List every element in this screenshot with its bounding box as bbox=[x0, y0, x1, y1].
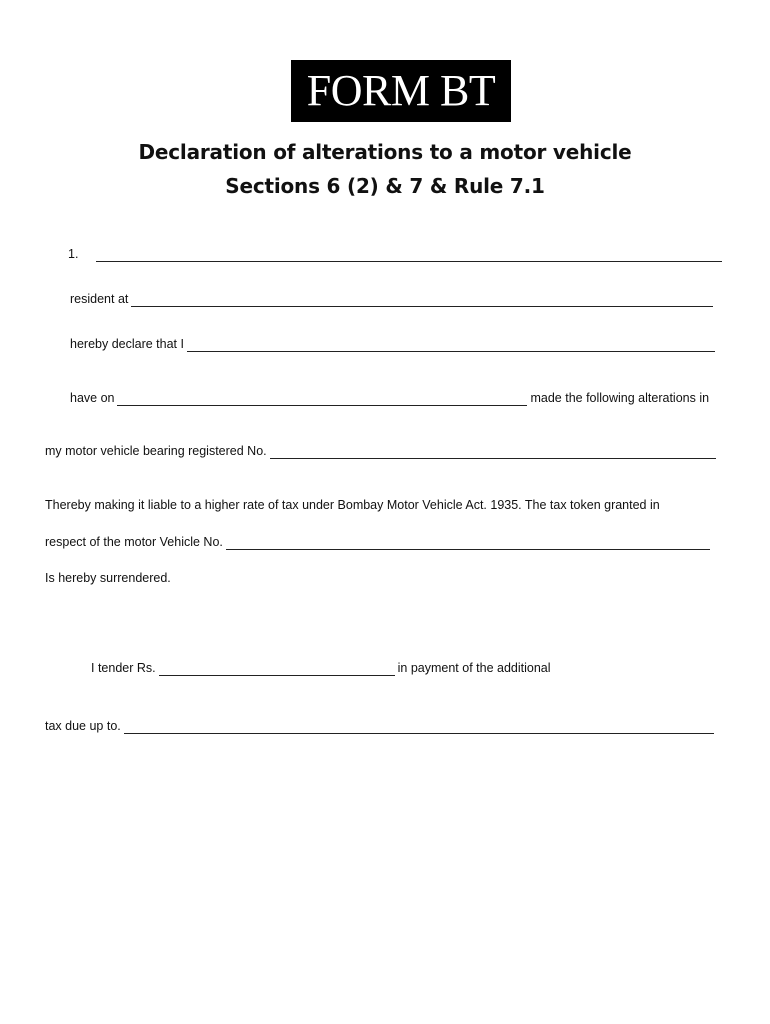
item-number: 1. bbox=[68, 247, 79, 261]
tender-line bbox=[91, 658, 551, 676]
tender-amount-field[interactable] bbox=[159, 663, 395, 676]
form-label-badge: FORM BT bbox=[291, 60, 511, 122]
surrendered-line bbox=[45, 568, 171, 586]
declare-line bbox=[70, 334, 718, 352]
liability-text: Thereby making it liable to a higher rate of tax under Bombay Motor Vehicle Act. 1935. The tax token granted in bbox=[45, 498, 660, 512]
alteration-date-line bbox=[70, 388, 709, 406]
respect-of-label: respect of the motor Vehicle No. bbox=[45, 535, 223, 549]
tax-due-date-field[interactable] bbox=[124, 721, 714, 734]
form-subtitle-sections: Sections 6 (2) & 7 & Rule 7.1 bbox=[225, 174, 545, 198]
registration-number-field[interactable] bbox=[270, 446, 716, 459]
made-alterations-label: made the following alterations in bbox=[530, 391, 710, 405]
liability-line bbox=[45, 495, 660, 513]
registration-line bbox=[45, 441, 719, 459]
tender-rs-label: I tender Rs. bbox=[91, 661, 156, 675]
declarant-field[interactable] bbox=[187, 339, 715, 352]
name-line bbox=[68, 244, 725, 262]
payment-additional-label: in payment of the additional bbox=[397, 661, 551, 675]
resident-address-field[interactable] bbox=[131, 294, 713, 307]
alteration-date-field[interactable] bbox=[117, 393, 527, 406]
have-on-label: have on bbox=[70, 391, 115, 405]
hereby-declare-label: hereby declare that I bbox=[70, 337, 184, 351]
tax-token-line bbox=[45, 532, 713, 550]
name-field[interactable] bbox=[96, 249, 722, 262]
tax-token-vehicle-field[interactable] bbox=[226, 537, 710, 550]
vehicle-registered-label: my motor vehicle bearing registered No. bbox=[45, 444, 267, 458]
tax-due-label: tax due up to. bbox=[45, 719, 121, 733]
resident-line bbox=[70, 289, 716, 307]
tax-due-line bbox=[45, 716, 717, 734]
resident-at-label: resident at bbox=[70, 292, 129, 306]
surrendered-text: Is hereby surrendered. bbox=[45, 571, 171, 585]
form-title: Declaration of alterations to a motor vehicle bbox=[138, 140, 632, 164]
